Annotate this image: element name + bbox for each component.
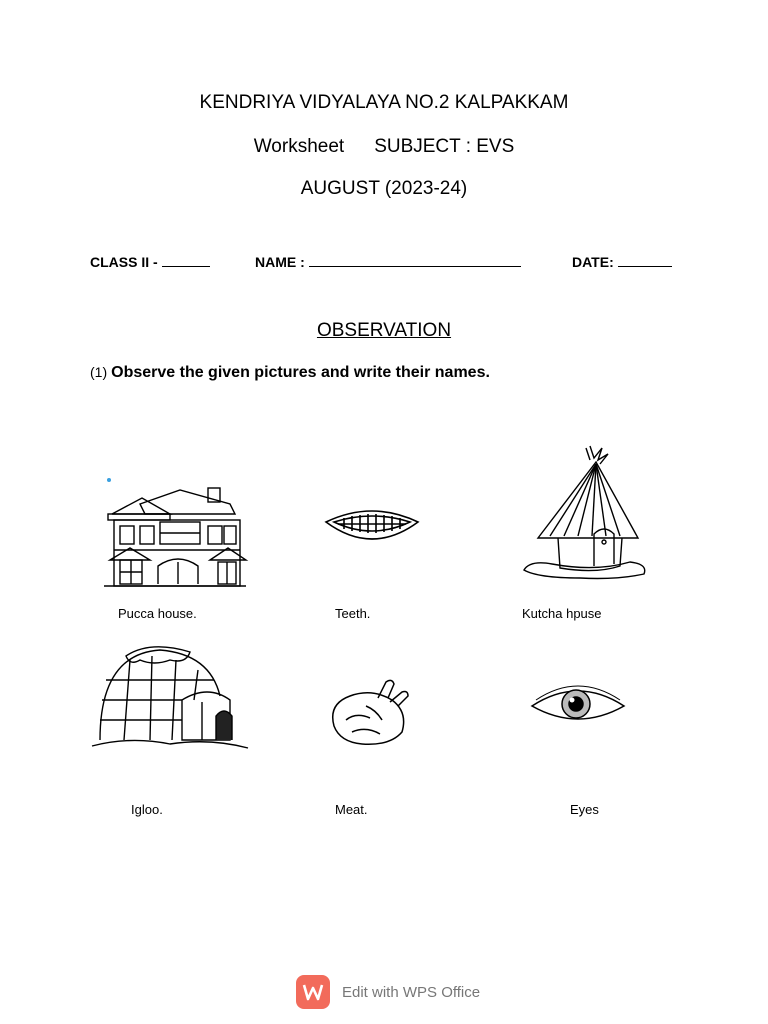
date-label: DATE: (572, 254, 614, 270)
meat-icon (326, 676, 412, 748)
igloo-icon (90, 636, 250, 752)
wps-edit-banner[interactable] (296, 974, 480, 1010)
caption-teeth: Teeth. (335, 606, 371, 621)
teeth-icon (322, 498, 422, 556)
date-blank[interactable] (618, 252, 672, 267)
subject-row (0, 136, 768, 158)
class-label: CLASS II - (90, 254, 158, 270)
question (90, 364, 490, 382)
question-number: (1) (90, 364, 108, 380)
month-label: AUGUST (2023-24) (300, 178, 468, 199)
wps-edit-text: Edit with WPS Office (342, 983, 481, 1001)
caption-meat: Meat. (335, 802, 368, 817)
kutcha-house-icon (520, 442, 650, 588)
caption-kutcha-house: Kutcha hpuse (522, 606, 602, 621)
name-blank[interactable] (309, 252, 521, 267)
worksheet-label: Worksheet (253, 136, 345, 157)
section-heading: OBSERVATION (316, 320, 452, 341)
caption-eyes: Eyes (570, 802, 599, 817)
name-label: NAME : (255, 254, 305, 270)
name-field (255, 252, 521, 270)
caption-igloo: Igloo. (131, 802, 163, 817)
pucca-house-icon (100, 470, 250, 590)
eye-icon (526, 680, 630, 728)
subject-label: SUBJECT : EVS (374, 136, 515, 157)
class-blank[interactable] (162, 252, 210, 267)
wps-logo-icon (296, 975, 330, 1009)
caption-pucca-house: Pucca house. (118, 606, 197, 621)
school-name: KENDRIYA VIDYALAYA NO.2 KALPAKKAM (199, 92, 569, 113)
date-field (572, 252, 672, 270)
class-field (90, 252, 210, 270)
question-text: Observe the given pictures and write their names. (111, 364, 490, 381)
